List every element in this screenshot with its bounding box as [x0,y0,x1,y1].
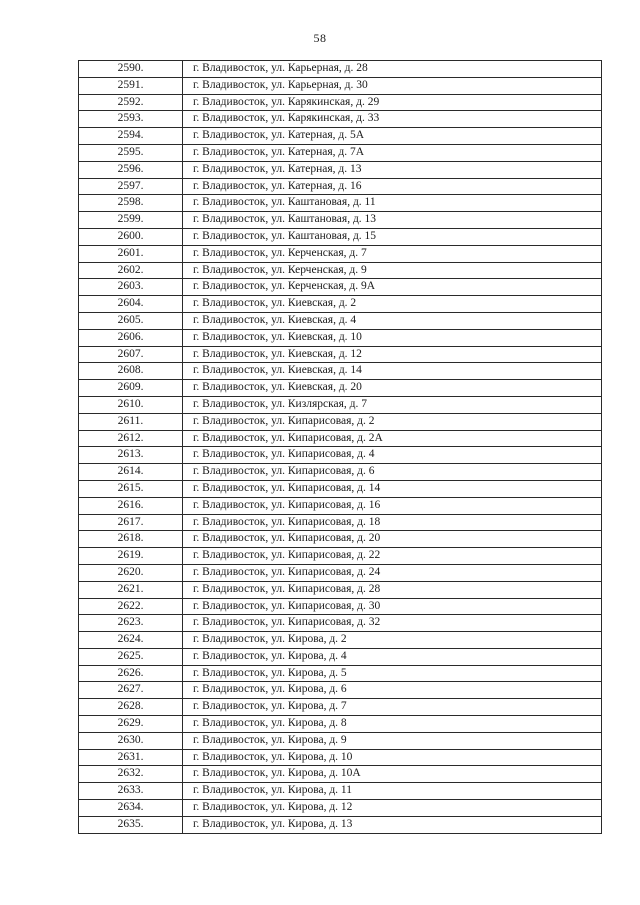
row-address: г. Владивосток, ул. Карьерная, д. 30 [183,77,602,94]
row-number: 2606. [79,329,183,346]
row-address: г. Владивосток, ул. Кизлярская, д. 7 [183,396,602,413]
row-address: г. Владивосток, ул. Керченская, д. 7 [183,245,602,262]
row-address: г. Владивосток, ул. Кирова, д. 10А [183,766,602,783]
row-address: г. Владивосток, ул. Кипарисовая, д. 14 [183,480,602,497]
row-address: г. Владивосток, ул. Кипарисовая, д. 4 [183,447,602,464]
table-row [79,380,602,397]
row-number: 2603. [79,279,183,296]
table-row [79,548,602,565]
row-number: 2602. [79,262,183,279]
table-row [79,766,602,783]
row-number: 2590. [79,61,183,78]
row-number: 2604. [79,296,183,313]
row-number: 2625. [79,648,183,665]
row-address: г. Владивосток, ул. Кипарисовая, д. 16 [183,497,602,514]
table-row [79,531,602,548]
row-address: г. Владивосток, ул. Кипарисовая, д. 30 [183,598,602,615]
table-row [79,699,602,716]
row-address: г. Владивосток, ул. Кирова, д. 6 [183,682,602,699]
row-number: 2624. [79,632,183,649]
row-number: 2599. [79,212,183,229]
row-address: г. Владивосток, ул. Карякинская, д. 33 [183,111,602,128]
row-number: 2628. [79,699,183,716]
row-address: г. Владивосток, ул. Кирова, д. 10 [183,749,602,766]
table-row [79,464,602,481]
table-row [79,61,602,78]
row-number: 2591. [79,77,183,94]
table-row [79,111,602,128]
row-number: 2612. [79,430,183,447]
table-row [79,161,602,178]
row-number: 2633. [79,783,183,800]
table-row [79,144,602,161]
row-address: г. Владивосток, ул. Карьерная, д. 28 [183,61,602,78]
row-number: 2618. [79,531,183,548]
table-row [79,615,602,632]
row-number: 2630. [79,732,183,749]
row-number: 2635. [79,816,183,833]
row-number: 2627. [79,682,183,699]
table-row [79,598,602,615]
row-number: 2592. [79,94,183,111]
row-address: г. Владивосток, ул. Кирова, д. 7 [183,699,602,716]
row-address: г. Владивосток, ул. Катерная, д. 7А [183,144,602,161]
row-number: 2615. [79,480,183,497]
row-address: г. Владивосток, ул. Катерная, д. 13 [183,161,602,178]
row-address: г. Владивосток, ул. Кирова, д. 13 [183,816,602,833]
row-address: г. Владивосток, ул. Катерная, д. 5А [183,128,602,145]
table-row [79,228,602,245]
row-address: г. Владивосток, ул. Киевская, д. 14 [183,363,602,380]
table-row [79,564,602,581]
table-row [79,800,602,817]
table-row [79,816,602,833]
table-row [79,178,602,195]
table-row [79,665,602,682]
table-row [79,783,602,800]
row-address: г. Владивосток, ул. Каштановая, д. 13 [183,212,602,229]
row-address: г. Владивосток, ул. Кипарисовая, д. 20 [183,531,602,548]
row-number: 2617. [79,514,183,531]
table-row [79,94,602,111]
row-number: 2607. [79,346,183,363]
row-address: г. Владивосток, ул. Кипарисовая, д. 22 [183,548,602,565]
row-number: 2595. [79,144,183,161]
row-number: 2632. [79,766,183,783]
row-number: 2620. [79,564,183,581]
row-address: г. Владивосток, ул. Кипарисовая, д. 2 [183,413,602,430]
table-row [79,77,602,94]
row-number: 2594. [79,128,183,145]
table-row [79,632,602,649]
row-address: г. Владивосток, ул. Киевская, д. 10 [183,329,602,346]
table-row [79,296,602,313]
page-number: 58 [313,31,327,45]
table-row [79,128,602,145]
row-address: г. Владивосток, ул. Кирова, д. 8 [183,716,602,733]
row-address: г. Владивосток, ул. Катерная, д. 16 [183,178,602,195]
table-row [79,497,602,514]
row-number: 2614. [79,464,183,481]
table-row [79,749,602,766]
address-table [78,60,602,834]
table-row [79,396,602,413]
table-row [79,648,602,665]
table-row [79,581,602,598]
row-address: г. Владивосток, ул. Киевская, д. 2 [183,296,602,313]
row-number: 2596. [79,161,183,178]
row-address: г. Владивосток, ул. Кирова, д. 4 [183,648,602,665]
row-address: г. Владивосток, ул. Кирова, д. 9 [183,732,602,749]
table-row [79,262,602,279]
row-number: 2593. [79,111,183,128]
row-number: 2601. [79,245,183,262]
table-row [79,329,602,346]
row-number: 2600. [79,228,183,245]
row-number: 2616. [79,497,183,514]
row-address: г. Владивосток, ул. Кирова, д. 2 [183,632,602,649]
table-row [79,413,602,430]
table-row [79,447,602,464]
row-number: 2597. [79,178,183,195]
row-number: 2631. [79,749,183,766]
table-row [79,682,602,699]
row-address: г. Владивосток, ул. Карякинская, д. 29 [183,94,602,111]
row-address: г. Владивосток, ул. Керченская, д. 9 [183,262,602,279]
row-number: 2626. [79,665,183,682]
row-address: г. Владивосток, ул. Кирова, д. 12 [183,800,602,817]
row-address: г. Владивосток, ул. Кирова, д. 5 [183,665,602,682]
row-address: г. Владивосток, ул. Кипарисовая, д. 28 [183,581,602,598]
table-row [79,363,602,380]
row-number: 2610. [79,396,183,413]
table-row [79,245,602,262]
table-row [79,732,602,749]
row-number: 2613. [79,447,183,464]
table-row [79,716,602,733]
row-address: г. Владивосток, ул. Кипарисовая, д. 6 [183,464,602,481]
row-address: г. Владивосток, ул. Каштановая, д. 15 [183,228,602,245]
row-number: 2623. [79,615,183,632]
row-number: 2622. [79,598,183,615]
row-number: 2621. [79,581,183,598]
row-number: 2634. [79,800,183,817]
table-row [79,279,602,296]
row-address: г. Владивосток, ул. Кипарисовая, д. 32 [183,615,602,632]
row-address: г. Владивосток, ул. Кирова, д. 11 [183,783,602,800]
row-address: г. Владивосток, ул. Кипарисовая, д. 2А [183,430,602,447]
row-number: 2605. [79,312,183,329]
table-row [79,346,602,363]
row-address: г. Владивосток, ул. Киевская, д. 4 [183,312,602,329]
row-address: г. Владивосток, ул. Каштановая, д. 11 [183,195,602,212]
row-address: г. Владивосток, ул. Кипарисовая, д. 18 [183,514,602,531]
row-number: 2598. [79,195,183,212]
table-row [79,195,602,212]
table-row [79,312,602,329]
table-row [79,212,602,229]
row-number: 2619. [79,548,183,565]
table-row [79,430,602,447]
row-address: г. Владивосток, ул. Кипарисовая, д. 24 [183,564,602,581]
address-table-body [79,61,602,834]
table-row [79,514,602,531]
row-number: 2609. [79,380,183,397]
row-address: г. Владивосток, ул. Керченская, д. 9А [183,279,602,296]
row-number: 2629. [79,716,183,733]
table-row [79,480,602,497]
row-number: 2608. [79,363,183,380]
row-number: 2611. [79,413,183,430]
row-address: г. Владивосток, ул. Киевская, д. 12 [183,346,602,363]
row-address: г. Владивосток, ул. Киевская, д. 20 [183,380,602,397]
